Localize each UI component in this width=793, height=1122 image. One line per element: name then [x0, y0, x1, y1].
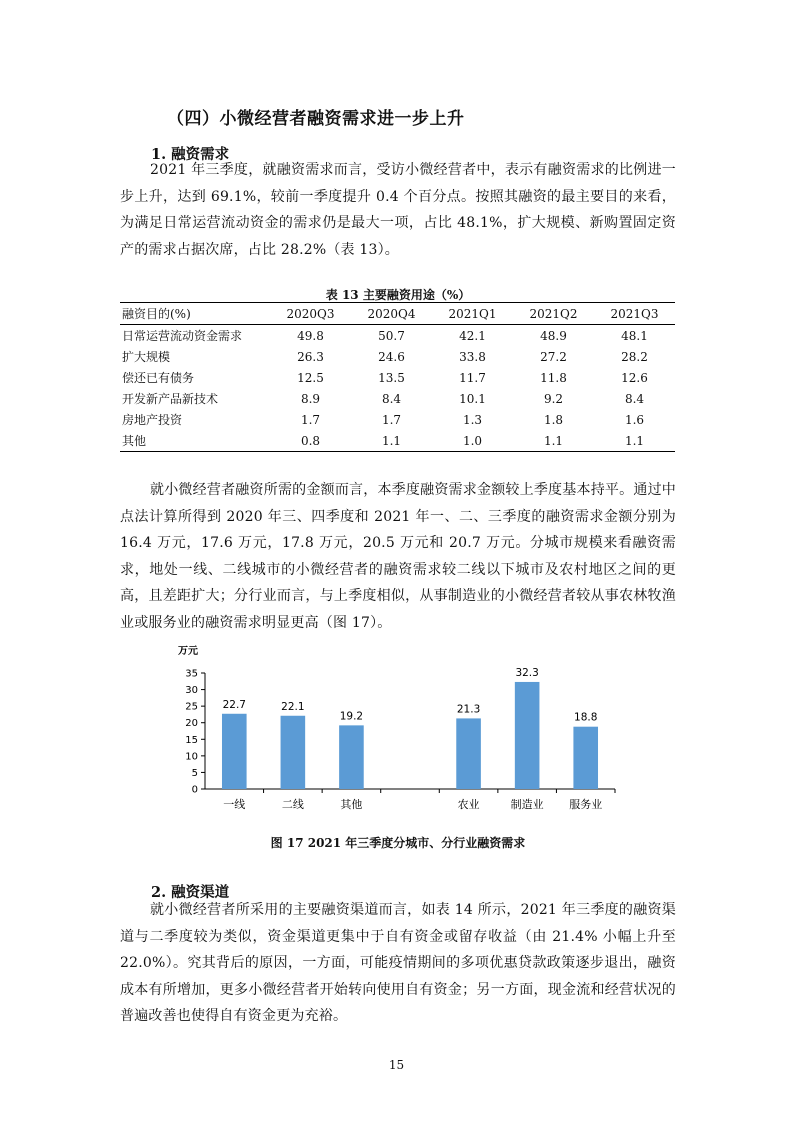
table-header-cell: 融资目的(%) [120, 303, 270, 325]
table-cell: 12.6 [621, 370, 648, 385]
table-cell: 48.9 [540, 328, 567, 343]
table-cell: 27.2 [540, 349, 567, 364]
y-tick-label: 20 [185, 718, 198, 730]
table-cell: 房地产投资 [122, 413, 183, 427]
table-cell: 1.7 [381, 412, 402, 427]
y-axis-label: 万元 [178, 646, 198, 657]
table-cell: 扩大规模 [122, 350, 171, 364]
section-title: （四）小微经营者融资需求进一步上升 [167, 109, 465, 129]
table-cell: 其他 [120, 430, 270, 452]
table-cell: 开发新产品新技术 [122, 392, 219, 406]
table-header-cell: 2021Q3 [594, 303, 675, 325]
table-cell: 1.8 [543, 412, 564, 427]
table-row [120, 367, 675, 388]
x-tick-label: 服务业 [569, 798, 603, 811]
bar [281, 716, 306, 789]
table-cell: 8.9 [300, 391, 321, 406]
bar [222, 714, 247, 789]
data-label: 22.1 [281, 700, 305, 713]
table-cell: 8.4 [624, 391, 645, 406]
x-tick-label: 其他 [340, 798, 363, 811]
table-row [120, 346, 675, 367]
data-label: 21.3 [456, 703, 481, 716]
table-cell: 26.3 [297, 349, 324, 364]
table-cell: 10.1 [459, 391, 486, 406]
y-tick-label: 15 [185, 734, 198, 746]
table-cell: 偿还已有债务 [122, 371, 195, 385]
table-cell: 12.5 [297, 370, 324, 385]
data-label: 22.7 [222, 698, 246, 711]
table-cell: 1.1 [513, 430, 594, 452]
x-tick-label: 农业 [457, 798, 480, 811]
paragraph-financing-amount: 就小微经营者融资所需的金额而言，本季度融资需求金额较上季度基本持平。通过中点法计算所得到 2020 年三、四季度和 2021 年一、二、三季度的融资需求金额分别为 16.4 万元，17.6 万元，17.8 万元，20.5 万元和 20.7 万元。分城市规模来看融资需求，地处一线、二线城市的小微经营者的融资需求较二线以下城市及农村地区之间的更高，且差距扩大；分行业而言，与上季度相似，从事制造业的小微经营者较从事农林牧渔业或服务业的融资需求明显更高（图 17）。 [120, 482, 676, 631]
table-cell: 1.3 [462, 412, 483, 427]
bar [456, 718, 481, 789]
table-cell: 8.4 [381, 391, 402, 406]
table-13-caption: 表 13 主要融资用途（%） [325, 288, 471, 302]
table-cell: 1.7 [300, 412, 321, 427]
paragraph-financing-demand: 2021 年三季度，就融资需求而言，受访小微经营者中，表示有融资需求的比例进一步上升，达到 69.1%，较前一季度提升 0.4 个百分点。按照其融资的最主要目的来看，为满足日常运营流动资金的需求仍是最大一项，占比 48.1%，扩大规模、新购置固定资产的需求占据次席，占比 28.2%（表 13）。 [120, 162, 676, 258]
table-13 [120, 302, 675, 452]
table-header-cell: 2020Q4 [351, 303, 432, 325]
table-cell: 1.1 [594, 430, 675, 452]
table-header-cell: 2021Q2 [513, 303, 594, 325]
table-cell: 42.1 [459, 328, 486, 343]
table-cell: 日常运营流动资金需求 [122, 329, 243, 343]
x-tick-label: 二线 [281, 798, 304, 811]
y-tick-label: 35 [185, 668, 198, 680]
y-tick-label: 10 [185, 751, 198, 763]
y-tick-label: 5 [191, 767, 198, 779]
figure-17-caption: 图 17 2021 年三季度分城市、分行业融资需求 [270, 836, 526, 850]
y-tick-label: 25 [185, 701, 198, 713]
table-cell: 9.2 [543, 391, 564, 406]
table-cell: 1.1 [351, 430, 432, 452]
x-tick-label: 制造业 [510, 798, 544, 811]
data-label: 19.2 [339, 710, 364, 723]
table-cell: 24.6 [378, 349, 405, 364]
table-cell: 0.8 [270, 430, 351, 452]
data-label: 18.8 [574, 711, 598, 724]
table-header-row [120, 303, 675, 325]
y-tick-label: 0 [191, 784, 198, 796]
table-cell: 1.6 [624, 412, 645, 427]
table-cell: 11.8 [540, 370, 567, 385]
x-tick-label: 一线 [223, 798, 246, 811]
y-tick-label: 30 [185, 685, 198, 697]
table-cell: 48.1 [621, 328, 648, 343]
table-cell: 1.0 [432, 430, 513, 452]
subsection-title-financing-demand: 1. 融资需求 [151, 146, 230, 163]
subsection-title-financing-channels: 2. 融资渠道 [151, 884, 230, 901]
data-label: 32.3 [515, 666, 539, 679]
table-row [120, 388, 675, 409]
table-cell: 11.7 [459, 370, 486, 385]
table-cell: 33.8 [459, 349, 486, 364]
table-cell: 50.7 [378, 328, 405, 343]
bar [339, 725, 364, 789]
table-cell: 28.2 [621, 349, 648, 364]
table-header-cell: 2021Q1 [432, 303, 513, 325]
table-cell: 13.5 [378, 370, 405, 385]
table-row [120, 409, 675, 430]
table-cell: 49.8 [297, 328, 324, 343]
page-number: 15 [388, 1058, 405, 1072]
bar [573, 727, 598, 789]
table-row [120, 430, 675, 452]
paragraph-financing-channels: 就小微经营者所采用的主要融资渠道而言，如表 14 所示，2021 年三季度的融资渠道与二季度较为类似，资金渠道更集中于自有资金或留存收益（由 21.4% 小幅上升至 22.0%）。究其背后的原因，一方面，可能疫情期间的多项优惠贷款政策逐步退出，融资成本有所增加，更多小微经营者开始转向使用自有资金；另一方面，现金流和经营状况的普遍改善也使得自有资金更为充裕。 [120, 902, 676, 1024]
table-header-cell: 2020Q3 [270, 303, 351, 325]
financing-demand-bar-chart [170, 640, 620, 820]
table-row [120, 325, 675, 347]
bar [515, 682, 540, 789]
